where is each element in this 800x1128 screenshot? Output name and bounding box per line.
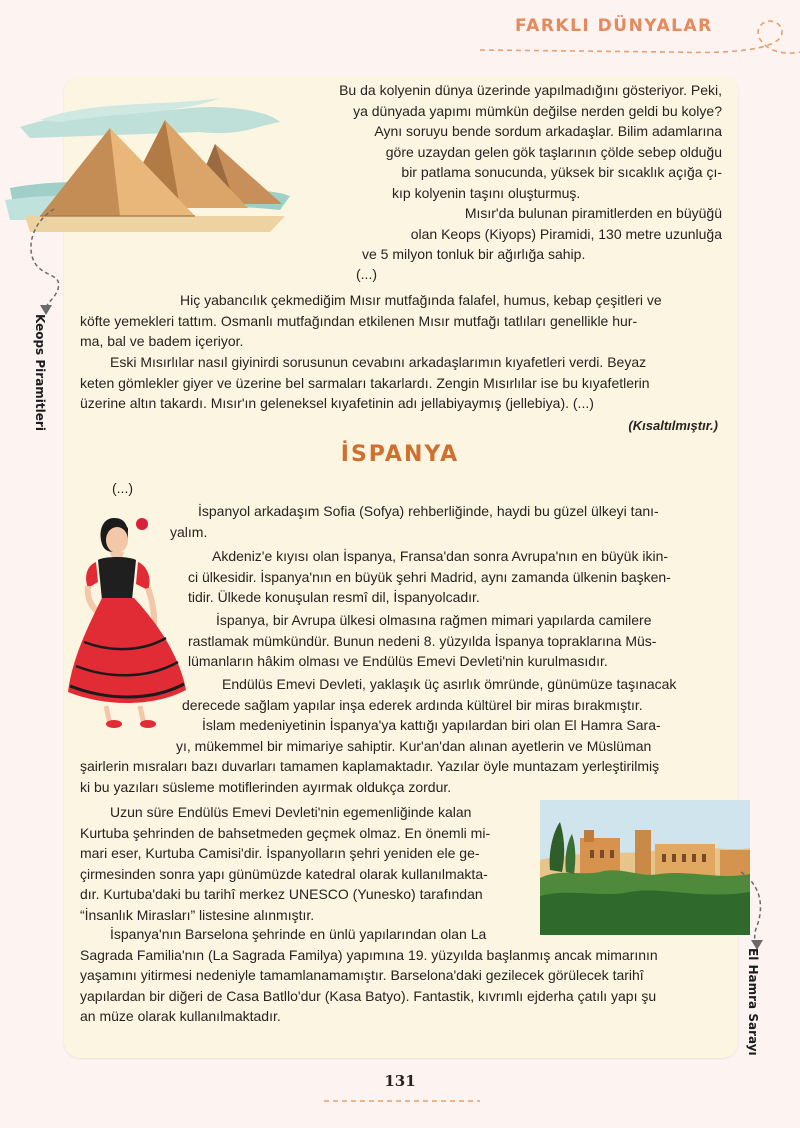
spain-paragraph-3 — [188, 610, 720, 672]
flamenco-dancer-illustration — [62, 510, 192, 730]
text-line: bir patlama sonucunda, yüksek bir sıcaklık açığa çı- — [401, 164, 722, 180]
el-hamra-palace-illustration — [540, 800, 750, 935]
text-line: köfte yemekleri tattım. Osmanlı mutfağından etkilenen Mısır mutfağı tatlıları genellikle hur- — [80, 312, 638, 329]
spain-paragraph-2 — [188, 546, 720, 608]
egypt-paragraph-3 — [80, 290, 720, 352]
text-line: Endülüs Emevi Devleti, yaklaşık üç asırlık ömründe, günümüze taşınacak — [222, 676, 677, 692]
keops-dashed-arrow — [18, 205, 78, 315]
text-line: yı, mükemmel bir mimariye sahiptir. Kur'an'dan alınan ayetlerin ve Müslüman — [176, 737, 652, 754]
section-title-spain: İSPANYA — [340, 442, 460, 467]
spain-ellipsis: (...) — [112, 480, 133, 496]
text-line: Sagrada Familia'nın (La Sagrada Familya) yapımına 19. yüzyılda başlanmış ancak mimarının — [80, 946, 658, 963]
text-line: çirmesinden sonra yapı günümüzde katedral olarak kullanılmakta- — [80, 865, 488, 882]
abridged-note: (Kısaltılmıştır.) — [628, 418, 718, 433]
text-line: kıp kolyenin taşını oluşturmuş. — [392, 184, 581, 201]
text-line: üzerine altın takardı. Mısır'ın geleneksel kıyafetinin adı jellabiyaymış (jellebiya). (...) — [80, 395, 594, 411]
text-line: tidir. Ülkede konuşulan resmî dil, İspanyolcadır. — [188, 589, 480, 605]
egypt-paragraph-2 — [340, 203, 722, 265]
elhamra-side-label: El Hamra Sarayı — [746, 948, 760, 1056]
header-dashed-swirl — [470, 8, 800, 68]
section-header-title: FARKLI DÜNYALAR — [515, 16, 713, 36]
keops-side-label: Keops Piramitleri — [33, 314, 47, 431]
text-line: yapılardan bir diğeri de Casa Batllo'dur (Kasa Batyo). Fantastik, kıvrımlı ejderha çatılı yapı şu — [80, 987, 657, 1004]
text-line: Kurtuba şehrinden de bahsetmeden geçmek olmaz. En önemli mi- — [80, 824, 491, 841]
text-line: derecede sağlam yapılar inşa ederek ardında kültürel bir miras bırakmıştır. — [182, 696, 643, 713]
text-line: göre uzaydan gelen gök taşlarının çölde sebep olduğu — [385, 143, 722, 160]
egypt-ellipsis: (...) — [356, 266, 377, 282]
spain-paragraph-5 — [80, 715, 720, 797]
text-line: keten gömlekler giyer ve üzerine bel sarmaları takarlardı. Zengin Mısırlılar ise bu kıyafetlerin — [80, 374, 650, 391]
text-line: mari eser, Kurtuba Camisi'dir. İspanyolların şehri yeniden ele ge- — [80, 845, 480, 861]
text-line: olan Keops (Kiyops) Piramidi, 130 metre uzunluğa — [410, 225, 722, 242]
text-line: lümanların hâkim olması ve Endülüs Emevi Devleti'nin kurulmasıdır. — [188, 653, 608, 669]
text-line: yaşamını yitirmesi nedeniyle tamamlanamamıştır. Barselona'daki gezilecek görülecek tarihî — [80, 967, 644, 983]
text-line: ki bu yazıları süsleme motiflerinden ayırmak oldukça zordur. — [80, 778, 452, 795]
spain-paragraph-6 — [80, 802, 532, 925]
spain-paragraph-7 — [80, 924, 720, 1027]
text-line: Uzun süre Endülüs Emevi Devleti'nin egemenliğinde kalan — [110, 804, 472, 820]
text-line: İspanya, bir Avrupa ülkesi olmasına rağmen mimari yapılarda camilere — [216, 612, 652, 628]
text-line: Bu da kolyenin dünya üzerinde yapılmadığını gösteriyor. Peki, — [339, 82, 722, 98]
egypt-paragraph-1 — [282, 80, 722, 203]
text-line: İspanyol arkadaşım Sofia (Sofya) rehberliğinde, haydi bu güzel ülkeyi tanı- — [198, 503, 659, 519]
text-line: ve 5 milyon tonluk bir ağırlığa sahip. — [362, 246, 586, 262]
elhamra-dashed-arrow — [735, 870, 775, 950]
text-line: ya dünyada yapımı mümkün değilse nerden geldi bu kolye? — [353, 102, 722, 119]
text-line: İslam medeniyetinin İspanya'ya kattığı yapılardan biri olan El Hamra Sara- — [202, 717, 661, 733]
text-line: şairlerin mısraları bazı duvarları tamamen kaplamaktadır. Yazılar öyle muntazam yerleştirilmiş — [80, 758, 660, 774]
footer-dashed-line — [322, 1095, 482, 1107]
spain-paragraph-4 — [182, 674, 720, 715]
text-line: rastlamak mümkündür. Bunun nedeni 8. yüzyılda İspanya topraklarına Müs- — [188, 632, 657, 649]
text-line: ci ülkesidir. İspanya'nın en büyük şehri Madrid, aynı zamanda ülkenin başken- — [188, 568, 671, 585]
egypt-paragraph-4 — [80, 352, 720, 414]
text-line: Eski Mısırlılar nasıl giyinirdi sorusunun cevabını arkadaşlarımın kıyafetleri verdi. Beyaz — [110, 354, 647, 370]
text-line: Mısır'da bulunan piramitlerden en büyüğü — [464, 205, 722, 221]
text-line: İspanya'nın Barselona şehrinde en ünlü yapılarından olan La — [110, 926, 487, 942]
page-number: 131 — [384, 1072, 416, 1090]
text-line: Aynı soruyu bende sordum arkadaşlar. Bilim adamlarına — [374, 123, 722, 139]
text-line: ma, bal ve badem içeriyor. — [80, 333, 244, 349]
text-line: Akdeniz'e kıyısı olan İspanya, Fransa'dan sonra Avrupa'nın en büyük ikin- — [212, 548, 669, 564]
text-line: “İnsanlık Mirasları” listesine alınmıştır. — [80, 906, 315, 923]
text-line: an müze olarak kullanılmaktadır. — [80, 1008, 281, 1024]
text-line: Hiç yabancılık çekmediğim Mısır mutfağında falafel, humus, kebap çeşitleri ve — [180, 292, 662, 308]
text-line: dır. Kurtuba'daki bu tarihî merkez UNESCO (Yunesko) tarafından — [80, 886, 483, 902]
text-line: yalım. — [170, 523, 208, 540]
spain-paragraph-1 — [170, 501, 720, 542]
